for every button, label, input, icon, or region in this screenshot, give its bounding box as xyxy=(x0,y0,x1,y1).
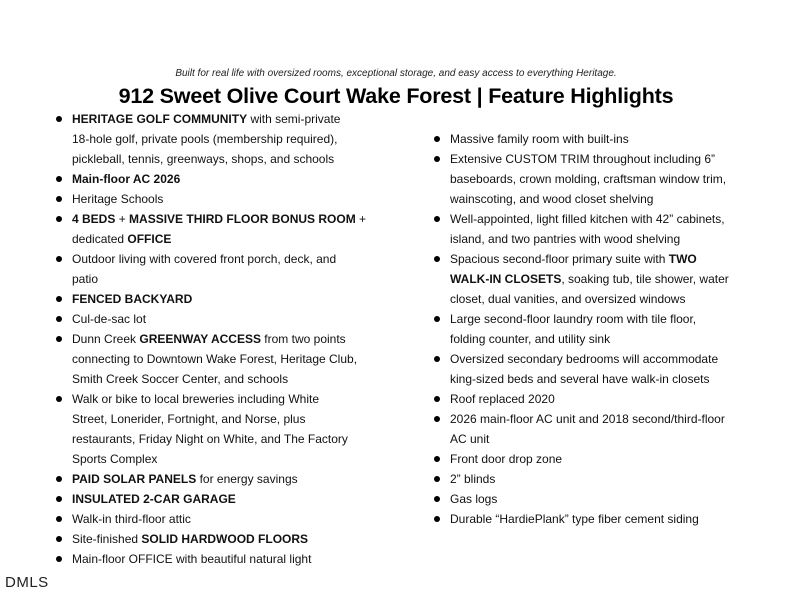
bullet-icon xyxy=(434,516,440,522)
bullet-icon xyxy=(434,456,440,462)
feature-solar-panels xyxy=(56,469,376,489)
feature-text: INSULATED 2-CAR GARAGE xyxy=(72,492,236,506)
feature-main-floor-ac xyxy=(56,169,376,189)
feature-text: WALK-IN CLOSETS xyxy=(450,272,562,286)
feature-text: Large second-floor laundry room with tile floor, xyxy=(450,312,697,326)
feature-text: restaurants, Friday Night on White, and The Factory xyxy=(72,432,348,446)
page-title: 912 Sweet Olive Court Wake Forest | Feature Highlights xyxy=(118,84,674,108)
feature-text: Roof replaced 2020 xyxy=(450,392,555,406)
feature-text: AC unit xyxy=(450,432,490,446)
feature-text: Walk or bike to local breweries including White xyxy=(72,392,319,406)
feature-gas-logs xyxy=(434,489,764,509)
feature-text: Heritage Schools xyxy=(72,192,164,206)
feature-text: 2026 main-floor AC unit and 2018 second/third-floor xyxy=(450,412,725,426)
feature-list-left xyxy=(56,109,376,569)
feature-text: closet, dual vanities, and oversized windows xyxy=(450,292,686,306)
feature-outdoor-living xyxy=(56,249,376,289)
bullet-icon xyxy=(434,156,440,162)
feature-text: , soaking tub, tile shower, water xyxy=(561,272,729,286)
feature-text: TWO xyxy=(668,252,697,266)
feature-text: Walk-in third-floor attic xyxy=(72,512,191,526)
feature-attic xyxy=(56,509,376,529)
bullet-icon xyxy=(56,216,62,222)
feature-text: island, and two pantries with wood shelving xyxy=(450,232,681,246)
feature-family-room xyxy=(434,129,764,149)
feature-text: + xyxy=(115,212,130,226)
feature-drop-zone xyxy=(434,449,764,469)
feature-text: Gas logs xyxy=(450,492,498,506)
feature-laundry xyxy=(434,309,764,349)
feature-ac-units xyxy=(434,409,764,449)
feature-greenway-access xyxy=(56,329,376,389)
feature-breweries xyxy=(56,389,376,469)
feature-text: baseboards, crown molding, craftsman window trim, xyxy=(450,172,727,186)
bullet-icon xyxy=(56,176,62,182)
bullet-icon xyxy=(434,476,440,482)
feature-office xyxy=(56,549,376,569)
feature-text: Main-floor AC 2026 xyxy=(72,172,181,186)
bullet-icon xyxy=(434,256,440,262)
feature-heritage-golf xyxy=(56,109,376,169)
feature-text: Dunn Creek xyxy=(72,332,140,346)
feature-text: 4 BEDS xyxy=(72,212,116,226)
feature-text: PAID SOLAR PANELS xyxy=(72,472,197,486)
feature-text: Cul-de-sac lot xyxy=(72,312,147,326)
feature-cul-de-sac xyxy=(56,309,376,329)
feature-text: Street, Lonerider, Fortnight, and Norse, plus xyxy=(72,412,306,426)
dmls-watermark: DMLS xyxy=(5,574,49,591)
feature-text: Front door drop zone xyxy=(450,452,563,466)
feature-text: Main-floor OFFICE with beautiful natural light xyxy=(72,552,312,566)
bullet-icon xyxy=(56,196,62,202)
bullet-icon xyxy=(56,536,62,542)
feature-text: patio xyxy=(72,272,99,286)
feature-custom-trim xyxy=(434,149,764,209)
feature-text: Smith Creek Soccer Center, and schools xyxy=(72,372,289,386)
feature-text: Site-finished xyxy=(72,532,142,546)
feature-text: wainscoting, and wood closet shelving xyxy=(450,192,654,206)
feature-text: SOLID HARDWOOD FLOORS xyxy=(141,532,309,546)
bullet-icon xyxy=(434,496,440,502)
bullet-icon xyxy=(56,476,62,482)
tagline: Built for real life with oversized rooms, exceptional storage, and easy access to everything Heritage. xyxy=(175,68,617,79)
bullet-icon xyxy=(56,316,62,322)
feature-text: MASSIVE THIRD FLOOR BONUS ROOM xyxy=(129,212,356,226)
feature-text: with semi-private xyxy=(247,112,341,126)
bullet-icon xyxy=(56,296,62,302)
feature-hardwood xyxy=(56,529,376,549)
feature-text: GREENWAY ACCESS xyxy=(139,332,261,346)
bullet-icon xyxy=(434,416,440,422)
feature-garage xyxy=(56,489,376,509)
feature-blinds xyxy=(434,469,764,489)
bullet-icon xyxy=(434,216,440,222)
feature-text: king-sized beds and several have walk-in closets xyxy=(450,372,710,386)
feature-text: for energy savings xyxy=(196,472,298,486)
feature-text: Well-appointed, light filled kitchen with 42” cabinets, xyxy=(450,212,725,226)
feature-list-right xyxy=(434,129,764,529)
feature-text: Oversized secondary bedrooms will accommodate xyxy=(450,352,719,366)
bullet-icon xyxy=(56,116,62,122)
bullet-icon xyxy=(56,556,62,562)
feature-text: 18-hole golf, private pools (membership required), xyxy=(72,132,338,146)
bullet-icon xyxy=(56,336,62,342)
feature-roof xyxy=(434,389,764,409)
bullet-icon xyxy=(434,356,440,362)
feature-fenced-backyard xyxy=(56,289,376,309)
bullet-icon xyxy=(434,136,440,142)
bullet-icon xyxy=(434,316,440,322)
feature-primary-suite xyxy=(434,249,764,309)
feature-beds-bonus xyxy=(56,209,376,249)
feature-text: from two points xyxy=(260,332,346,346)
feature-text: + xyxy=(355,212,367,226)
feature-text: dedicated xyxy=(72,232,128,246)
feature-text: folding counter, and utility sink xyxy=(450,332,611,346)
bullet-icon xyxy=(434,396,440,402)
feature-text: Durable “HardiePlank” type fiber cement siding xyxy=(450,512,699,526)
bullet-icon xyxy=(56,496,62,502)
bullet-icon xyxy=(56,396,62,402)
feature-text: Spacious second-floor primary suite with xyxy=(450,252,669,266)
feature-text: FENCED BACKYARD xyxy=(72,292,193,306)
feature-text: Outdoor living with covered front porch, deck, and xyxy=(72,252,337,266)
feature-text: pickleball, tennis, greenways, shops, and schools xyxy=(72,152,335,166)
feature-text: Massive family room with built-ins xyxy=(450,132,629,146)
bullet-icon xyxy=(56,256,62,262)
feature-kitchen xyxy=(434,209,764,249)
feature-heritage-schools xyxy=(56,189,376,209)
feature-text: Sports Complex xyxy=(72,452,158,466)
feature-text: 2” blinds xyxy=(450,472,496,486)
bullet-icon xyxy=(56,516,62,522)
feature-text: connecting to Downtown Wake Forest, Heritage Club, xyxy=(72,352,358,366)
feature-text: Extensive CUSTOM TRIM throughout including 6” xyxy=(450,152,716,166)
feature-text: OFFICE xyxy=(127,232,172,246)
feature-siding xyxy=(434,509,764,529)
feature-bedrooms xyxy=(434,349,764,389)
feature-text: HERITAGE GOLF COMMUNITY xyxy=(72,112,248,126)
